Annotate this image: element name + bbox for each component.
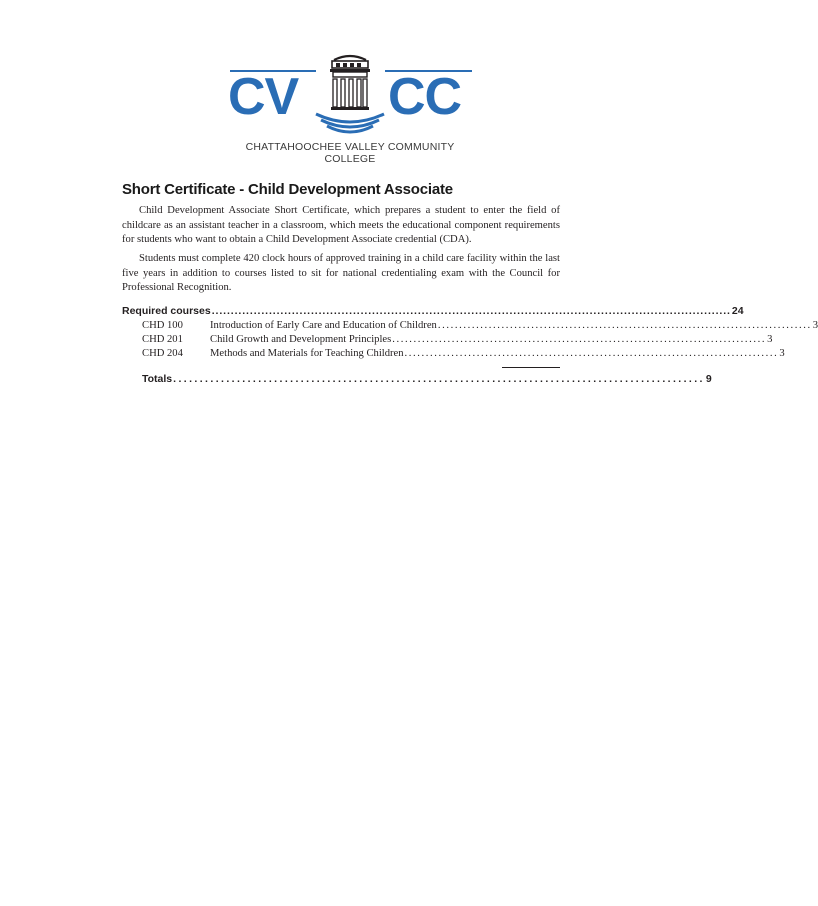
columned-building-icon [312, 54, 388, 134]
course-title-line [210, 348, 785, 359]
required-courses-row [122, 305, 744, 317]
course-title: Child Growth and Development Principles [210, 334, 392, 345]
dot-leader: ........................................................................................ [437, 320, 812, 331]
dot-leader: ........................................................................................ [392, 334, 767, 345]
course-title-line [210, 320, 818, 331]
dot-leader: ........................................................................................................................................ [211, 305, 731, 317]
totals-row [142, 373, 712, 385]
requirements-paragraph: Students must complete 420 clock hours of approved training in a child care facility within the last five years in addition to courses listed to sit for national credentialing exam with the Council for Professional Recognition. [122, 253, 560, 293]
course-credits: 3 [812, 320, 818, 331]
college-logo [228, 54, 472, 165]
totals-label: Totals [142, 373, 173, 385]
totals-value: 9 [705, 373, 712, 385]
course-code: CHD 100 [142, 320, 183, 331]
course-row [142, 320, 818, 331]
required-courses-value: 24 [731, 305, 744, 317]
logo-letters-right: CC [388, 68, 462, 126]
dot-leader: .................................................................................................... [173, 373, 705, 385]
course-row [142, 334, 773, 345]
totals-rule [502, 367, 560, 368]
dot-leader: ........................................................................................ [404, 348, 779, 359]
course-code: CHD 204 [142, 348, 183, 359]
course-credits: 3 [779, 348, 785, 359]
course-code: CHD 201 [142, 334, 183, 345]
logo-letters-left: CV [228, 68, 299, 126]
course-credits: 3 [767, 334, 773, 345]
required-courses-label: Required courses [122, 305, 211, 317]
description-paragraph: Child Development Associate Short Certificate, which prepares a student to enter the field of childcare as an assistant teacher in a classroom, which meets the educational component requirements for students who want to obtain a Child Development Associate credential (CDA). [122, 205, 560, 245]
course-row [142, 348, 785, 359]
course-title-line [210, 334, 772, 345]
course-title: Methods and Materials for Teaching Children [210, 348, 404, 359]
certificate-heading: Short Certificate - Child Development Associate [122, 181, 453, 198]
college-name: CHATTAHOOCHEE VALLEY COMMUNITY COLLEGE [245, 141, 455, 165]
course-title: Introduction of Early Care and Education of Children [210, 320, 437, 331]
